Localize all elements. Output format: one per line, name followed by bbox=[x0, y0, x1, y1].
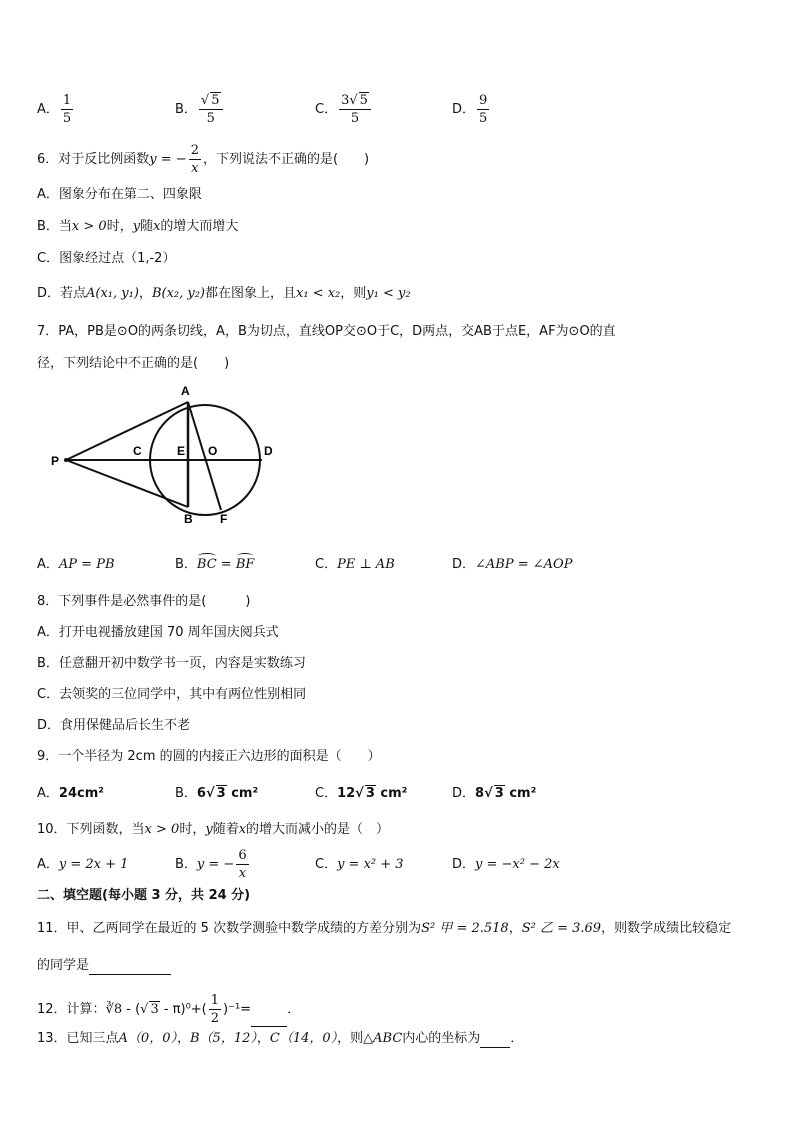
label-e: E bbox=[177, 444, 186, 458]
option-label: A． bbox=[37, 557, 59, 572]
q7-option-a bbox=[37, 556, 115, 574]
text: 13．已知三点 bbox=[37, 1031, 119, 1046]
q5-option-a bbox=[37, 92, 75, 127]
q6-option-b bbox=[37, 218, 238, 236]
option-label: B． bbox=[175, 557, 197, 572]
label-d: D bbox=[264, 444, 273, 458]
arc: BC bbox=[196, 557, 217, 572]
q7-option-b bbox=[175, 556, 254, 574]
label-o: O bbox=[208, 444, 218, 458]
q8-option-a: A．打开电视播放建国 70 周年国庆阅兵式 bbox=[37, 625, 279, 640]
math: A(x₁, y₁) bbox=[86, 286, 139, 301]
text: 的增大而减小的是（ ） bbox=[246, 822, 390, 837]
fraction bbox=[199, 92, 223, 127]
math: y = 2x + 1 bbox=[58, 857, 129, 872]
option-label: C． bbox=[315, 857, 338, 872]
answer-blank[interactable] bbox=[480, 1033, 510, 1048]
radicand: 5 bbox=[211, 93, 220, 108]
text: 随着 bbox=[212, 822, 239, 837]
q6-stem bbox=[37, 142, 369, 177]
point-p bbox=[64, 458, 68, 462]
value: 24cm² bbox=[58, 786, 104, 801]
math: x bbox=[238, 822, 247, 837]
q7-option-c bbox=[315, 556, 395, 574]
math: S² 乙 = 3.69 bbox=[521, 921, 602, 936]
math: y = − bbox=[196, 857, 235, 872]
q6-function: y = − bbox=[149, 152, 187, 167]
text: ， bbox=[256, 1031, 270, 1046]
text: 11．甲、乙两同学在最近的 5 次数学测验中数学成绩的方差分别为 bbox=[37, 921, 422, 936]
fraction bbox=[189, 142, 201, 177]
q9-stem: 9．一个半径为 2cm 的圆的内接正六边形的面积是（ ） bbox=[37, 749, 381, 764]
label-f: F bbox=[220, 512, 228, 526]
q6-option-d bbox=[37, 285, 411, 303]
unit: cm² bbox=[231, 786, 259, 801]
option-label: A． bbox=[37, 857, 59, 872]
radicand: 3 bbox=[216, 786, 226, 801]
text: 都在图象上，且 bbox=[205, 286, 297, 301]
q6-suffix: ，下列说法不正确的是( ) bbox=[202, 152, 370, 167]
q6-prefix: 6．对于反比例函数 bbox=[37, 152, 150, 167]
text: ． bbox=[510, 1031, 524, 1046]
text: ，则 bbox=[340, 286, 367, 301]
q11-line1 bbox=[37, 920, 731, 938]
text: 随 bbox=[140, 219, 154, 234]
text: ， bbox=[176, 1031, 190, 1046]
radicand: 3 bbox=[365, 786, 375, 801]
q7-geometry-figure bbox=[40, 380, 290, 530]
denominator: 5 bbox=[350, 111, 360, 126]
label-p: P bbox=[51, 454, 60, 468]
q9-option-b: B．6√ 3 cm² bbox=[175, 786, 259, 801]
text: ，则△ bbox=[337, 1031, 374, 1046]
fraction bbox=[209, 992, 221, 1027]
math: x₁ < x₂ bbox=[296, 286, 341, 301]
radicand: 5 bbox=[359, 93, 368, 108]
text: - ( bbox=[122, 1002, 141, 1017]
q12-stem: 12．计算：∛8 - (√ 3 - π)⁰+( $\frac{1}{2}$ )⁻¹= ． bbox=[37, 993, 301, 1026]
text: B．当 bbox=[37, 219, 72, 234]
option-label: C． bbox=[315, 557, 338, 572]
label-a: A bbox=[181, 384, 190, 398]
math: PE ⊥ AB bbox=[337, 557, 395, 572]
text: 时， bbox=[106, 219, 133, 234]
text: - π)⁰+( bbox=[159, 1002, 207, 1017]
q13-stem bbox=[37, 1030, 523, 1048]
option-label: B． bbox=[175, 102, 197, 117]
section-heading: 二、填空题(每小题 3 分，共 24 分) bbox=[37, 888, 251, 903]
option-label: A． bbox=[37, 786, 59, 801]
option-label: B． bbox=[175, 857, 197, 872]
radicand: 3 bbox=[150, 1002, 159, 1017]
option-label: C． bbox=[315, 786, 338, 801]
q11-line2 bbox=[37, 957, 171, 975]
q5-option-c bbox=[315, 92, 373, 127]
numerator: 9 bbox=[479, 93, 488, 108]
text: ， bbox=[508, 921, 522, 936]
q9-option-a bbox=[37, 785, 104, 803]
math: B（5，12） bbox=[190, 1031, 257, 1046]
numerator: 2 bbox=[190, 143, 199, 158]
radicand: 3 bbox=[494, 786, 504, 801]
q8-option-d: D．食用保健品后长生不老 bbox=[37, 718, 191, 733]
unit: cm² bbox=[509, 786, 537, 801]
text: 的同学是 bbox=[37, 958, 90, 973]
math: x bbox=[153, 219, 161, 234]
denominator: 5 bbox=[62, 111, 72, 126]
math: y bbox=[132, 219, 141, 234]
q5-option-b bbox=[175, 92, 225, 127]
q8-option-c: C．去领奖的三位同学中，其中有两位性别相同 bbox=[37, 687, 307, 702]
q10-option-a bbox=[37, 856, 128, 874]
fraction bbox=[339, 92, 371, 127]
q9-option-d: D．8√ 3 cm² bbox=[452, 786, 537, 801]
math: S² 甲 = 2.518 bbox=[421, 921, 509, 936]
math: y = −x² − 2x bbox=[475, 857, 560, 872]
q9-option-c: C．12√ 3 cm² bbox=[315, 786, 408, 801]
math: A（0，0） bbox=[118, 1031, 177, 1046]
q10-option-b bbox=[175, 847, 251, 882]
text: 10．下列函数，当 bbox=[37, 822, 145, 837]
math: ∠ABP = ∠AOP bbox=[475, 557, 573, 572]
math: y = x² + 3 bbox=[337, 857, 404, 872]
option-label: C． bbox=[315, 102, 338, 117]
math: x > 0 bbox=[144, 822, 180, 837]
label-c: C bbox=[133, 444, 142, 458]
q10-option-c bbox=[315, 856, 404, 874]
numerator: 6 bbox=[238, 848, 247, 863]
q8-stem: 8．下列事件是必然事件的是( ) bbox=[37, 594, 251, 609]
q7-option-d bbox=[452, 556, 572, 574]
text: 时， bbox=[179, 822, 206, 837]
denominator: 5 bbox=[206, 111, 215, 126]
denominator: x bbox=[191, 161, 199, 176]
answer-blank[interactable] bbox=[251, 1012, 287, 1027]
denominator: x bbox=[238, 866, 247, 881]
unit: cm² bbox=[380, 786, 408, 801]
denominator: 5 bbox=[479, 111, 488, 126]
q6-option-c: C．图象经过点（1,-2） bbox=[37, 251, 176, 266]
math: C（14，0） bbox=[269, 1031, 338, 1046]
numerator: √ 5 bbox=[199, 92, 223, 110]
text: )⁻¹= bbox=[223, 1002, 252, 1017]
text: ， bbox=[138, 286, 152, 301]
text: 12．计算： bbox=[37, 1002, 106, 1017]
option-label: D． bbox=[452, 102, 476, 117]
q7-stem-line1: 7．PA，PB是⊙O的两条切线，A，B为切点，直线OP交⊙O于C，D两点，交AB于点E，AF为⊙O的直 bbox=[37, 324, 616, 339]
tangent-pb bbox=[66, 460, 188, 507]
math: x > 0 bbox=[71, 219, 107, 234]
text: 内心的坐标为 bbox=[402, 1031, 481, 1046]
math: y bbox=[205, 822, 213, 837]
coefficient: 12 bbox=[337, 786, 356, 801]
fraction bbox=[477, 92, 489, 127]
text: ． bbox=[287, 1002, 301, 1017]
coefficient: 8 bbox=[475, 786, 485, 801]
q7-stem-line2: 径，下列结论中不正确的是( ) bbox=[37, 356, 230, 371]
option-label: D． bbox=[452, 857, 476, 872]
math: B(x₂, y₂) bbox=[151, 286, 205, 301]
option-label: B． bbox=[175, 786, 197, 801]
math: ABC bbox=[373, 1031, 403, 1046]
numerator: 3√ 5 bbox=[339, 92, 371, 110]
math: AP = PB bbox=[58, 557, 115, 572]
arc: BF bbox=[235, 557, 255, 572]
cube-root: ∛8 bbox=[105, 1002, 123, 1017]
math: y₁ < y₂ bbox=[366, 286, 411, 301]
text: D．若点 bbox=[37, 286, 87, 301]
q10-stem bbox=[37, 821, 389, 839]
text: ，则数学成绩比较稳定 bbox=[601, 921, 732, 936]
denominator: 2 bbox=[210, 1011, 220, 1026]
math: = bbox=[216, 557, 236, 572]
tangent-pa bbox=[66, 402, 188, 460]
numerator: 1 bbox=[210, 993, 220, 1008]
q8-option-b: B．任意翻开初中数学书一页，内容是实数练习 bbox=[37, 656, 306, 671]
fraction bbox=[61, 92, 73, 127]
option-label: D． bbox=[452, 557, 476, 572]
option-label: A． bbox=[37, 102, 59, 117]
q10-option-d bbox=[452, 856, 560, 874]
q5-option-d bbox=[452, 92, 491, 127]
option-label: D． bbox=[452, 786, 476, 801]
label-b: B bbox=[184, 512, 193, 526]
q6-option-a: A．图象分布在第二、四象限 bbox=[37, 187, 202, 202]
answer-blank[interactable] bbox=[89, 958, 171, 975]
coefficient: 3 bbox=[341, 93, 350, 108]
numerator: 1 bbox=[62, 93, 72, 108]
coefficient: 6 bbox=[196, 786, 206, 801]
fraction bbox=[236, 847, 248, 882]
text: 的增大而增大 bbox=[160, 219, 239, 234]
